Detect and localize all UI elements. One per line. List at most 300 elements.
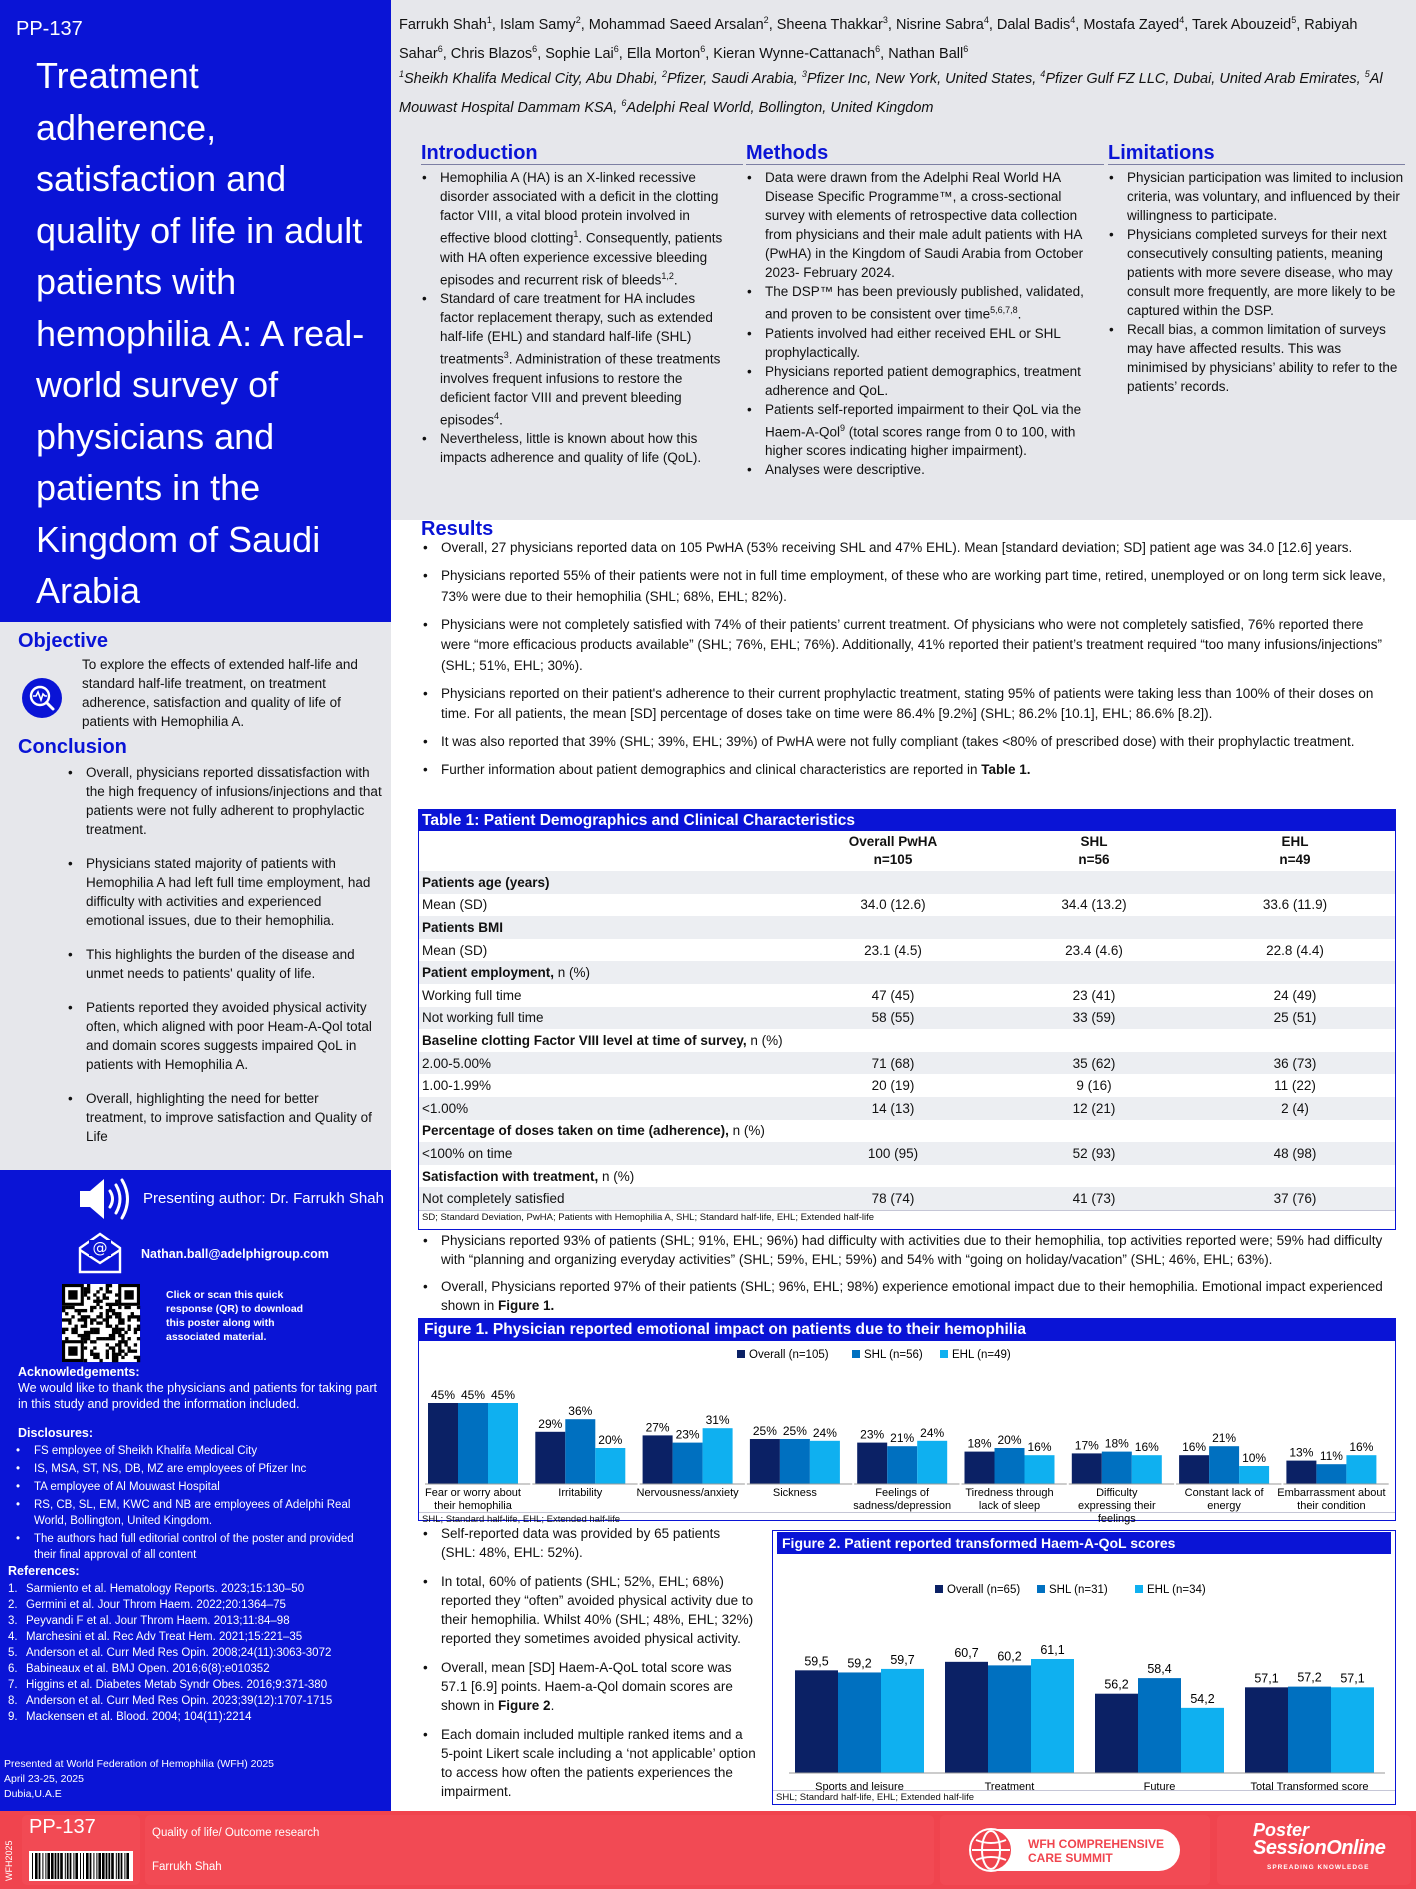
- result-item: • Physicians reported on their patient's adherence to their current prophylactic treatment, stating 95% of patients were taking less than 100% of their doses on time. For all patients, the mean [SD] percentage of doses take on time were 86.4% [9.2%] (SHL; 86.2% [10.1], EHL; 86.6% [8.2]).: [421, 684, 1396, 725]
- conclusion-item: • Patients reported they avoided physical activity often, which aligned with poor Heam-A-Qol total and domain scores suggests impaired QoL in patients with Hemophilia A.: [66, 998, 382, 1074]
- table-row: [419, 1052, 1395, 1075]
- conclusion-item: • Overall, physicians reported dissatisfaction with the high frequency of infusions/injections and that patients were not fully adherent to prophylactic treatment.: [66, 763, 382, 839]
- bar: [535, 1432, 565, 1484]
- footer-category: Quality of life/ Outcome research: [152, 1827, 320, 1839]
- data-label: 57,1: [1254, 1671, 1279, 1686]
- acknowledgements-text: We would like to thank the physicians and patients for taking part in this study and provided the information included.: [18, 1381, 378, 1411]
- table-row: [419, 1120, 1395, 1143]
- affiliation-name: Pfizer Gulf FZ LLC, Dubai, United Arab Emirates: [1045, 70, 1357, 87]
- table-cell: 34.4 (13.2): [1061, 897, 1127, 913]
- superscript: 2: [763, 15, 769, 25]
- table-cell: 9 (16): [1076, 1078, 1112, 1094]
- superscript: 4: [1070, 15, 1076, 25]
- table-cell: [1195, 1165, 1395, 1188]
- globe-icon: [968, 1827, 1014, 1873]
- data-label: 24%: [812, 1425, 837, 1440]
- methods-item: • Analyses were descriptive.: [745, 460, 1085, 479]
- data-label: 11%: [1319, 1449, 1343, 1464]
- objective-heading: Objective: [18, 630, 109, 652]
- data-label: 20%: [997, 1433, 1022, 1447]
- limitations-rule: [1108, 164, 1405, 165]
- presented-at: [4, 1757, 274, 1802]
- category-label: Sickness: [772, 1487, 817, 1499]
- table-row-label: Baseline clotting Factor VIII level at time of survey, n (%): [422, 1032, 783, 1048]
- table-cell: 35 (62): [993, 1052, 1195, 1075]
- logo-tagline: SPREADING KNOWLEDGE: [1267, 1864, 1370, 1871]
- table-cell: [793, 1029, 993, 1052]
- bar: [838, 1672, 881, 1773]
- superscript: 5,6,7,8: [990, 305, 1018, 315]
- footer-side-label: WFH2025: [4, 1840, 14, 1881]
- bar: [1179, 1455, 1209, 1484]
- contact-panel: [0, 1170, 391, 1811]
- superscript: 9: [840, 422, 846, 433]
- table-row-label: <100% on time: [419, 1142, 793, 1165]
- data-label: 16%: [1182, 1440, 1207, 1455]
- table-cell: 78 (74): [793, 1187, 993, 1210]
- legend-swatch: [737, 1350, 745, 1358]
- figure-2: [772, 1530, 1396, 1805]
- table-column-header: Overall PwHA n=105: [848, 834, 938, 867]
- table-cell: [993, 961, 1195, 984]
- disclosure-item: • FS employee of Sheikh Khalifa Medical City: [14, 1443, 359, 1459]
- author-name: Sheena Thakkar: [776, 16, 883, 33]
- author-name: Mostafa Zayed: [1083, 16, 1180, 33]
- logo-line-1: Poster: [1253, 1820, 1310, 1840]
- introduction-item: • Nevertheless, little is known about how this impacts adherence and quality of life (QoL).: [420, 429, 725, 467]
- barcode-icon: [29, 1851, 133, 1881]
- table-cell: 41 (73): [993, 1187, 1195, 1210]
- data-label: 18%: [967, 1436, 992, 1451]
- conclusion-list: [66, 763, 382, 1161]
- data-label: 25%: [782, 1424, 807, 1438]
- disclosure-item: • IS, MSA, ST, NS, DB, MZ are employees of Pfizer Inc: [14, 1461, 359, 1477]
- table-row: [419, 1074, 1395, 1097]
- bar: [795, 1670, 838, 1773]
- contact-email[interactable]: Nathan.ball@adelphigroup.com: [141, 1247, 329, 1261]
- table-cell: [1195, 916, 1395, 939]
- objective-conclusion-panel: [0, 622, 391, 1170]
- table-cell: 100 (95): [793, 1142, 993, 1165]
- affiliation-name: Pfizer, Saudi Arabia: [666, 70, 794, 87]
- table-row-label: Working full time: [422, 987, 522, 1003]
- table-cell: 37 (76): [1195, 1187, 1395, 1210]
- bar: [1239, 1466, 1269, 1484]
- data-label: 29%: [538, 1416, 563, 1431]
- table-1-title: Table 1: Patient Demographics and Clinical Characteristics: [419, 810, 1395, 831]
- bar: [988, 1665, 1031, 1773]
- superscript: 2: [575, 15, 581, 25]
- result-item: • Further information about patient demographics and clinical characteristics are reported in Table 1.: [421, 760, 1396, 781]
- bar: [995, 1448, 1025, 1484]
- legend-label: Overall (n=105): [749, 1349, 829, 1361]
- superscript: 3: [801, 69, 807, 79]
- figure-ref: Figure 2: [498, 1698, 551, 1713]
- table-cell: [993, 1165, 1195, 1188]
- table-column-header: SHL n=56: [1078, 834, 1110, 867]
- poster-title: Treatment adherence, satisfaction and quality of life in adult patients with hemophilia A: A real-world survey of physicians and patients in the Kingdom of Saudi Arabia: [36, 55, 365, 611]
- patient-result-item: • Overall, mean [SD] Haem-A-QoL total score was 57.1 [6.9] points. Haem-a-Qol domain scores are shown in Figure 2.: [421, 1658, 757, 1715]
- presented-at-line: Presented at World Federation of Hemophilia (WFH) 2025: [4, 1758, 275, 1770]
- references-list: [8, 1581, 378, 1725]
- logo-line-2: SessionOnline: [1253, 1837, 1386, 1859]
- superscript: 5: [1291, 15, 1297, 25]
- objective-text: To explore the effects of extended half-life and standard half-life treatment, on treatment adherence, satisfaction and quality of life of patients with Hemophilia A.: [82, 657, 358, 729]
- presenting-author: Presenting author: Dr. Farrukh Shah: [143, 1190, 384, 1207]
- data-label: 60,7: [954, 1645, 979, 1660]
- table-row: [419, 939, 1395, 962]
- data-label: 23%: [860, 1427, 885, 1442]
- bar: [1072, 1453, 1102, 1484]
- superscript: 1: [486, 15, 492, 25]
- bar: [565, 1419, 595, 1484]
- methods-heading: Methods: [746, 142, 829, 164]
- category-label: Total Transformed score: [1250, 1781, 1369, 1793]
- bar: [1209, 1446, 1239, 1484]
- conclusion-item: • Overall, highlighting the need for better treatment, to improve satisfaction and Quality of Life: [66, 1089, 382, 1146]
- introduction-item: • Standard of care treatment for HA includes factor replacement therapy, such as extended half-life (EHL) and standard half-life (SHL) treatments$^3$. Administration of these treatments involves frequent infusions to restore the deficient factor VIII and prevent bleeding episodes$^4$.: [420, 289, 725, 429]
- bar: [428, 1403, 458, 1484]
- category-label: Treatment: [984, 1781, 1035, 1793]
- limitations-list: [1107, 168, 1404, 396]
- results-list: [421, 538, 1396, 789]
- table-cell: 23.1 (4.5): [864, 942, 922, 958]
- bar: [1031, 1659, 1074, 1773]
- bar: [917, 1441, 947, 1484]
- table-row: [419, 894, 1395, 917]
- reference-item: 1. Sarmiento et al. Hematology Reports. 2023;15:130–50: [8, 1583, 305, 1595]
- table-row-label: Patients age (years): [419, 871, 793, 894]
- limitation-item: • Physician participation was limited to inclusion criteria, was voluntary, and influenced by their willingness to participate.: [1107, 168, 1404, 225]
- result-item: • Physicians were not completely satisfied with 74% of their patients’ current treatment. Of physicians who were not completely satisfied, 76% reported there were “more efficacious products available” (SHL; 76%, EHL; 76%). Additionally, 41% reported their patient’s treatment required “too many infusions/injections” (SHL; 51%, EHL; 30%).: [421, 615, 1396, 677]
- footer-author: Farrukh Shah: [152, 1861, 222, 1873]
- figure-2-footnote: SHL; Standard half-life, EHL; Extended half-life: [773, 1790, 1395, 1804]
- table-1-footnote: SD; Standard Deviation, PwHA; Patients with Hemophilia A, SHL; Standard half-life, EHL; Extended half-life: [419, 1210, 1395, 1224]
- superscript: 6: [532, 43, 538, 54]
- affiliation-name: Pfizer Inc, New York, United States: [806, 70, 1033, 87]
- category-label: Difficulty expressing their feelings: [1077, 1487, 1156, 1525]
- title-panel: [0, 0, 391, 622]
- table-row: [419, 916, 1395, 939]
- data-label: 58,4: [1147, 1662, 1172, 1677]
- superscript: 1: [573, 229, 579, 239]
- data-label: 57,2: [1297, 1670, 1322, 1685]
- table-cell: 2 (4): [1195, 1097, 1395, 1120]
- results-post-table-list: [421, 1231, 1396, 1323]
- methods-item: • The DSP™ has been previously published, validated, and proven to be consistent over time$^{5,6,7,8}$.: [745, 282, 1085, 324]
- legend-label: EHL (n=49): [952, 1349, 1011, 1361]
- disclosures-heading: Disclosures:: [18, 1426, 94, 1440]
- limitations-heading: Limitations: [1108, 142, 1215, 164]
- conclusion-item: • This highlights the burden of the disease and unmet needs to patients' quality of life.: [66, 945, 382, 983]
- methods-item: • Data were drawn from the Adelphi Real World HA Disease Specific Programme™, a cross-sectional survey with elements of retrospective data collection from physicians and their male adult patients with HA (PwHA) in the Kingdom of Saudi Arabia from October 2023- February 2024.: [745, 168, 1085, 282]
- table-cell: 14 (13): [793, 1097, 993, 1120]
- bar: [458, 1403, 488, 1484]
- superscript: 6: [700, 43, 706, 54]
- data-label: 25%: [752, 1424, 777, 1438]
- presented-at-line: April 23-25, 2025: [4, 1773, 84, 1785]
- table-row-label: Not working full time: [419, 1007, 793, 1030]
- table-cell: 34.0 (12.6): [860, 897, 926, 913]
- data-label: 31%: [705, 1413, 730, 1428]
- table-cell: 24 (49): [1273, 987, 1317, 1003]
- table-row-label: Patient employment, n (%): [419, 961, 793, 984]
- table-row: [419, 1165, 1395, 1188]
- superscript: 6: [613, 43, 619, 54]
- table-1: [418, 809, 1396, 1230]
- legend-label: EHL (n=34): [1147, 1584, 1206, 1596]
- wfh-summit-logo: [940, 1815, 1210, 1885]
- table-row: [419, 1187, 1395, 1210]
- table-ref: Table 1.: [981, 762, 1031, 778]
- category-label: Embarrassment about their condition: [1277, 1487, 1386, 1512]
- methods-item: • Patients involved had either received EHL or SHL prophylactically.: [745, 324, 1085, 362]
- reference-item: 9. Mackensen et al. Blood. 2004; 104(11):2214: [8, 1711, 252, 1723]
- presented-at-line: Dubia,U.A.E: [4, 1788, 62, 1800]
- bar: [1346, 1455, 1376, 1484]
- bar: [780, 1439, 810, 1484]
- result-item: • Overall, 27 physicians reported data on 105 PwHA (53% receiving SHL and 47% EHL). Mean [standard deviation; SD] patient age was 34.0 [12.6] years.: [421, 538, 1396, 559]
- data-label: 10%: [1242, 1451, 1267, 1465]
- bar: [1181, 1708, 1224, 1773]
- bar: [703, 1428, 733, 1484]
- table-cell: 22.8 (4.4): [1266, 942, 1324, 958]
- data-label: 45%: [490, 1388, 516, 1402]
- acknowledgements-heading: Acknowledgements:: [18, 1365, 140, 1379]
- table-row-label: Mean (SD): [422, 942, 488, 958]
- footer-id-card: [22, 1815, 140, 1885]
- bar: [1245, 1687, 1288, 1773]
- reference-item: 3. Peyvandi F et al. Jour Throm Haem. 2013;11:84–98: [8, 1615, 290, 1627]
- legend-label: SHL (n=56): [864, 1349, 923, 1361]
- patient-result-item: • Each domain included multiple ranked items and a 5-point Likert scale including a ‘not applicable’ option to access how often the patients experiences the impairment.: [421, 1725, 757, 1801]
- figure-2-chart: [773, 1559, 1395, 1793]
- table-cell: 12 (21): [993, 1097, 1195, 1120]
- bar: [1286, 1461, 1316, 1484]
- category-label: Future: [1143, 1781, 1176, 1793]
- table-row: [419, 961, 1395, 984]
- bar: [945, 1662, 988, 1773]
- superscript: 4: [1040, 69, 1046, 79]
- table-row-label: <1.00%: [419, 1097, 793, 1120]
- conclusion-item: • Physicians stated majority of patients with Hemophilia A had left full time employment, had difficulty with activities and experienced emotional issues, due to their hemophilia.: [66, 854, 382, 930]
- table-1-grid: [419, 831, 1395, 1210]
- footer-poster-id: PP-137: [29, 1816, 96, 1838]
- superscript: 3: [503, 350, 509, 360]
- superscript: 6: [621, 97, 627, 108]
- bar: [595, 1448, 625, 1484]
- category-label: Irritability: [558, 1487, 603, 1499]
- table-row-label: Not completely satisfied: [419, 1187, 793, 1210]
- table-cell: [1195, 871, 1395, 894]
- introduction-list: [420, 168, 725, 467]
- data-label: 57,1: [1340, 1671, 1365, 1686]
- table-cell: 71 (68): [793, 1052, 993, 1075]
- figure-1-title: Figure 1. Physician reported emotional impact on patients due to their hemophilia: [419, 1319, 1395, 1341]
- category-label: Nervousness/anxiety: [636, 1487, 739, 1499]
- table-cell: 25 (51): [1195, 1007, 1395, 1030]
- legend-swatch: [1037, 1585, 1045, 1593]
- data-label: 59,2: [847, 1656, 872, 1671]
- poster-id: PP-137: [16, 18, 83, 40]
- table-cell: [1195, 961, 1395, 984]
- bar: [1132, 1455, 1162, 1484]
- affiliation-name: Adelphi Real World, Bollington, United Kingdom: [626, 99, 934, 116]
- superscript: 5: [1364, 69, 1370, 79]
- data-label: 16%: [1134, 1440, 1159, 1455]
- table-cell: [993, 1120, 1195, 1143]
- table-cell: 11 (22): [1274, 1078, 1316, 1094]
- author-name: Mohammad Saeed Arsalan: [588, 16, 764, 33]
- data-label: 16%: [1027, 1440, 1052, 1455]
- legend-swatch: [940, 1350, 948, 1358]
- superscript: 4: [983, 15, 989, 25]
- table-cell: [993, 1029, 1195, 1052]
- table-cell: [793, 961, 993, 984]
- bar: [965, 1452, 995, 1484]
- table-column-header: EHL n=49: [1279, 834, 1311, 867]
- table-row: [419, 984, 1395, 1007]
- table-cell: 23.4 (4.6): [1065, 942, 1123, 958]
- table-row-label: Percentage of doses taken on time (adherence), n (%): [422, 1123, 765, 1139]
- data-label: 60,2: [997, 1649, 1022, 1664]
- introduction-rule: [421, 164, 743, 165]
- legend-swatch: [935, 1585, 943, 1593]
- reference-item: 2. Germini et al. Jour Throm Haem. 2022;20:1364–75: [8, 1599, 286, 1611]
- reference-item: 8. Anderson et al. Curr Med Res Opin. 2023;39(12):1707-1715: [8, 1695, 333, 1707]
- category-label: Feelings of sadness/depression: [853, 1487, 952, 1512]
- results-heading: Results: [421, 518, 494, 540]
- data-label: 21%: [1212, 1431, 1237, 1446]
- legend-swatch: [852, 1350, 860, 1358]
- table-cell: 52 (93): [993, 1142, 1195, 1165]
- legend-label: SHL (n=31): [1049, 1584, 1108, 1596]
- superscript: 2: [661, 69, 667, 79]
- author-name: Rabiyah Sahar: [399, 16, 1358, 62]
- references-heading: References:: [8, 1564, 80, 1578]
- author-name: Chris Blazos: [450, 45, 533, 62]
- author-list: Farrukh Shah$^1$, Islam Samy$^2$, Mohammad Saeed Arsalan$^2$, Sheena Thakkar$^3$, Nisrine Sabra$^4$, Dalal Badis$^4$, Mostafa Zayed$^4$, Tarek Abouzeid$^5$, Rabiyah Sahar$^6$, Chris Blazos$^6$, Sophie Lai$^6$, Ella Morton$^6$, Kieran Wynne-Cattanach$^6$, Nathan Ball$^6$: [399, 15, 1358, 62]
- figure-ref: Figure 1.: [498, 1298, 555, 1313]
- bar: [673, 1443, 703, 1484]
- data-label: 59,5: [804, 1654, 829, 1669]
- author-name: Nathan Ball: [888, 45, 964, 62]
- qr-note: Click or scan this quick response (QR) to download this poster along with associated material.: [166, 1289, 304, 1343]
- table-row-label: 1.00-1.99%: [422, 1078, 492, 1094]
- reference-item: 4. Marchesini et al. Rec Adv Treat Hem. 2021;15:221–35: [8, 1631, 303, 1643]
- author-name: Farrukh Shah: [399, 16, 487, 33]
- table-row: [419, 871, 1395, 894]
- figure-1-footnote: SHL; Standard half-life, EHL; Extended half-life: [419, 1512, 1395, 1526]
- speaker-icon: [78, 1176, 134, 1222]
- superscript: 4: [1179, 15, 1185, 25]
- table-cell: 33 (59): [993, 1007, 1195, 1030]
- table-row: [419, 1007, 1395, 1030]
- reference-item: 5. Anderson et al. Curr Med Res Opin. 2008;24(11):3063-3072: [8, 1647, 332, 1659]
- reference-item: 6. Babineaux et al. BMJ Open. 2016;6(8):e010352: [8, 1663, 270, 1675]
- table-header-blank: [419, 831, 793, 871]
- data-label: 45%: [460, 1388, 486, 1402]
- superscript: 6: [963, 43, 969, 54]
- bar: [810, 1441, 840, 1484]
- affiliation-list: $^1$Sheikh Khalifa Medical City, Abu Dhabi, $^2$Pfizer, Saudi Arabia, $^3$Pfizer Inc, New York, United States, $^4$Pfizer Gulf FZ LLC, Dubai, United Arab Emirates, $^5$Al Mouwast Hospital Dammam KSA, $^6$Adelphi Real World, Bollington, United Kingdom: [399, 69, 1383, 116]
- methods-item: • Physicians reported patient demographics, treatment adherence and QoL.: [745, 362, 1085, 400]
- bar: [887, 1446, 917, 1484]
- category-label: Constant lack of energy: [1184, 1487, 1264, 1512]
- table-row-label: Patients BMI: [419, 916, 793, 939]
- conclusion-heading: Conclusion: [18, 736, 127, 758]
- figure-2-title: Figure 2. Patient reported transformed Haem-A-QoL scores: [777, 1532, 1391, 1554]
- table-cell: [793, 1165, 993, 1188]
- qr-code[interactable]: [62, 1284, 140, 1362]
- table-cell: 58 (55): [793, 1007, 993, 1030]
- footer-bar: [0, 1811, 1416, 1889]
- data-label: 21%: [890, 1431, 915, 1446]
- table-cell: [1195, 1029, 1395, 1052]
- table-cell: 47 (45): [871, 987, 915, 1003]
- data-label: 23%: [675, 1427, 700, 1442]
- table-row: [419, 1029, 1395, 1052]
- table-cell: 23 (41): [1072, 987, 1116, 1003]
- table-cell: [793, 916, 993, 939]
- data-label: 45%: [430, 1388, 456, 1402]
- introduction-heading: Introduction: [421, 142, 538, 164]
- patient-results-list: [421, 1524, 757, 1811]
- result-item: • Physicians reported 55% of their patients were not in full time employment, of these who are working part time, retired, unemployed or on long term sick leave, 73% were due to their hemophilia (SHL; 68%, EHL; 82%).: [421, 566, 1396, 607]
- email-icon: [78, 1232, 122, 1274]
- superscript: 1: [399, 69, 405, 79]
- bar: [1288, 1687, 1331, 1773]
- data-label: 59,7: [890, 1652, 915, 1667]
- patient-result-item: • In total, 60% of patients (SHL; 52%, EHL; 68%) reported they “often” avoided physical activity due to their hemophilia. Whilst 40% (SHL; 48%, EHL; 32%) reported they sometimes avoided physical activity.: [421, 1572, 757, 1648]
- superscript: 3: [882, 15, 888, 25]
- data-label: 24%: [920, 1425, 945, 1440]
- table-cell: 48 (98): [1195, 1142, 1395, 1165]
- category-label: Tiredness through lack of sleep: [965, 1487, 1054, 1512]
- disclosure-item: • The authors had full editorial control of the poster and provided their final approval of all content: [14, 1531, 359, 1563]
- superscript: 6: [437, 43, 443, 54]
- table-cell: [793, 871, 993, 894]
- category-label: Sports and leisure: [815, 1781, 904, 1793]
- limitation-item: • Physicians completed surveys for their next consecutively consulting patients, meaning patients with more severe disease, who may consult more frequently, are more likely to be captured within the DSP.: [1107, 225, 1404, 320]
- data-label: 61,1: [1040, 1643, 1065, 1657]
- bar: [488, 1403, 518, 1484]
- bar: [1138, 1678, 1181, 1773]
- disclosure-item: • TA employee of Al Mouwast Hospital: [14, 1479, 359, 1495]
- disclosure-item: • RS, CB, SL, EM, KWC and NB are employees of Adelphi Real World, Bollington, United Kingdom.: [14, 1497, 359, 1529]
- result-item: • Overall, Physicians reported 97% of their patients (SHL; 96%, EHL; 98%) experience emotional impact due to their hemophilia. Emotional impact experienced shown in Figure 1.: [421, 1277, 1396, 1315]
- author-name: Islam Samy: [499, 16, 576, 33]
- bar: [643, 1435, 673, 1484]
- data-label: 17%: [1074, 1438, 1099, 1453]
- legend-swatch: [1135, 1585, 1143, 1593]
- disclosures-list: [14, 1443, 359, 1565]
- table-cell: 33.6 (11.9): [1262, 897, 1328, 913]
- data-label: 16%: [1349, 1440, 1374, 1455]
- category-label: Fear or worry about their hemophilia: [425, 1487, 521, 1512]
- methods-list: [745, 168, 1085, 479]
- reference-item: 7. Higgins et al. Diabetes Metab Syndr Obes. 2016;9:371-380: [8, 1679, 328, 1691]
- methods-item: • Patients self-reported impairment to their QoL via the Haem-A-Qol$^9$ (total scores range from 0 to 100, with higher scores indicating higher impairment).: [745, 400, 1085, 461]
- table-row-label: Mean (SD): [422, 897, 488, 913]
- table-row: [419, 1142, 1395, 1165]
- table-cell: [793, 1120, 993, 1143]
- table-cell: [993, 871, 1195, 894]
- author-name: Sophie Lai: [545, 45, 614, 62]
- table-row-label: Satisfaction with treatment, n (%): [422, 1168, 635, 1184]
- author-name: Ella Morton: [626, 45, 701, 62]
- data-label: 18%: [1104, 1436, 1129, 1451]
